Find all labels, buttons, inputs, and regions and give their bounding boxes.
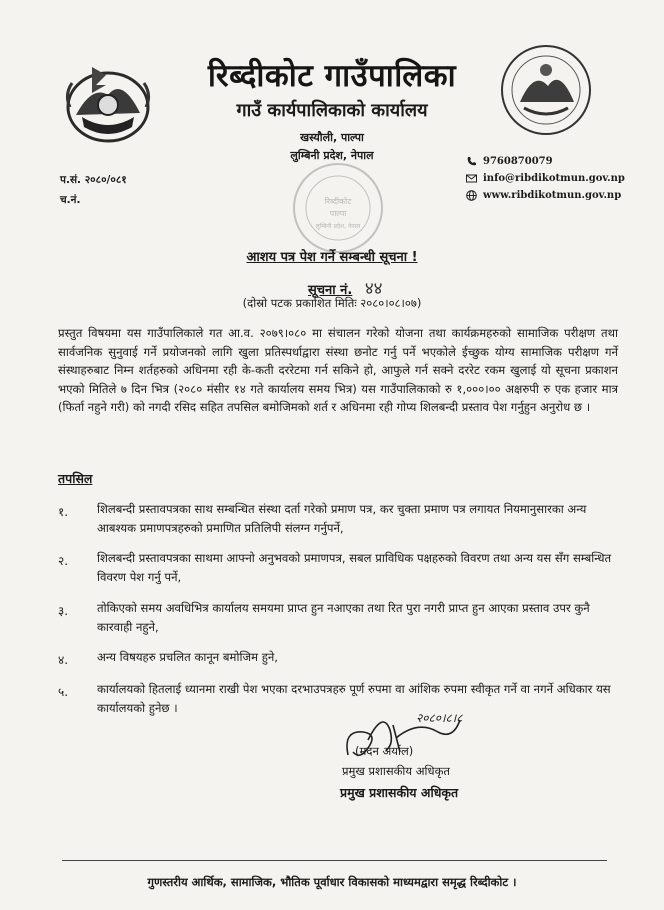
- tapasil-heading: तपसिल: [58, 471, 93, 486]
- handwritten-signature: [338, 700, 468, 770]
- footer-motto: गुणस्तरीय आर्थिक, सामाजिक, भौतिक पूर्वाधार विकासको माध्यमद्वारा समृद्ध रिब्दीकोट ।: [147, 875, 517, 889]
- globe-icon: [466, 190, 477, 201]
- office-subtitle: गाउँ कार्यपालिकाको कार्यालय: [236, 100, 428, 121]
- dispatch-number: च.नं.: [60, 194, 81, 206]
- notice-title: [0, 247, 664, 265]
- list-item: शिलबन्दी प्रस्तावपत्रका साथ सम्बन्धित संस्था दर्ता गरेको प्रमाण पत्र, कर चुक्ता प्रमाण पत्र लगायत नियमानुसारका अन्य आबश्यक प्रमाणपत्रहरुको प्रमाणित प्रतिलिपी संलग्न गर्नुपर्ने,: [97, 502, 587, 535]
- stamp-line-3: लुम्बिनी प्रदेश, नेपाल: [315, 223, 361, 230]
- notice-number-value: ४४: [364, 279, 383, 299]
- signatory-title-stamp: प्रमुख प्रशासकीय अधिकृत: [340, 785, 459, 800]
- address-line-1: खस्यौली, पाल्पा: [300, 131, 364, 144]
- signatory-name: (मदन अर्याल): [355, 744, 414, 758]
- stamp-line-1: रिब्दीकोट: [324, 197, 352, 206]
- office-stamp: [290, 160, 386, 256]
- list-item-number: ३.: [58, 604, 69, 618]
- email-contact: [466, 173, 625, 184]
- footer-divider: [62, 860, 607, 861]
- republish-note: (दोस्रो पटक प्रकाशित मितिः २०८०।०८।०७): [242, 296, 422, 310]
- stamp-line-2: पाल्पा: [329, 209, 347, 218]
- letter-reference-number: प.सं. २०८०/०८१: [60, 174, 127, 186]
- phone-icon: [466, 156, 477, 167]
- list-item-number: १.: [58, 505, 69, 519]
- notice-title-text: आशय पत्र पेश गर्ने सम्बन्धी सूचना !: [246, 250, 418, 265]
- list-item: अन्य विषयहरु प्रचलित कानून बमोजिम हुने,: [97, 650, 278, 664]
- list-item-number: २.: [58, 554, 69, 568]
- signature-date: २०८०।८।८: [416, 711, 463, 725]
- list-item-number: ४.: [58, 653, 69, 667]
- phone-number: 9760870079: [483, 156, 553, 167]
- list-item-number: ५.: [58, 685, 69, 699]
- signatory-title: प्रमुख प्रशासकीय अधिकृत: [342, 764, 450, 778]
- address-line-2: लुम्बिनी प्रदेश, नेपाल: [290, 149, 374, 162]
- website-contact: [466, 190, 621, 201]
- municipality-logo: [496, 40, 596, 140]
- email-address[interactable]: info@ribdikotmun.gov.np: [483, 173, 625, 184]
- email-icon: [466, 173, 477, 184]
- list-item: शिलबन्दी प्रस्तावपत्रका साथमा आफ्नो अनुभवको प्रमाणपत्र, सबल प्राविधिक पक्षहरुको विवरण तथा अन्य यस सँग सम्बन्धित विवरण पेश गर्नु पर्ने,: [97, 551, 612, 584]
- website-url[interactable]: www.ribdikotmun.gov.np: [483, 190, 622, 201]
- list-item: कार्यालयको हितलाई ध्यानमा राखी पेश भएका दरभाउपत्रहरु पूर्ण रुपमा वा आंशिक रुपमा स्वीकृत गर्ने वा नगर्ने अधिकार यस कार्यालयको हुनेछ ।: [97, 682, 611, 715]
- phone-contact: [466, 156, 553, 167]
- list-item: तोकिएको समय अवधिभित्र कार्यालय समयमा प्राप्त हुन नआएका तथा रित पुरा नगरी प्राप्त हुन आएका प्रस्ताव उपर कुनै कारवाही नहुने,: [97, 601, 590, 634]
- office-title: रिब्दीकोट गाउँपालिका: [207, 58, 457, 94]
- notice-body-paragraph: प्रस्तुत विषयमा यस गाउँपालिकाले गत आ.व. २०७९।०८० मा संचालन गरेको योजना तथा कार्यक्रमहरुको सामाजिक परीक्षण तथा सार्वजनिक सुनुवाई गर्ने प्रयोजनको लागि खुला प्रतिस्पर्धाद्वारा संस्था छनोट गर्नु पर्ने भएकोले ईच्छुक योग्य सामाजिक परीक्षण गर्ने संस्थाहरुबाट निम्न शर्तहरुको अधिनमा रही के-कती दररेटमा गर्न सकिने हो, आफुले गर्न सक्ने दररेट रकम खुलाई यो सूचना प्रकाशन भएको मितिले ७ दिन भित्र (२०८० मंसीर १४ गते कार्यालय समय भित्र) यस गाउँपालिकाको रु १,०००।०० अक्षरुपी रु एक हजार मात्र (फिर्ता नहुने गरी) को नगदी रसिद सहित तपसिल बमोजिमको शर्त र अधिनमा रही गोप्य शिलबन्दी प्रस्ताव पेश गर्नुहुन अनुरोध छ ।: [58, 326, 618, 415]
- notice-number-label: सूचना नं.: [308, 283, 353, 298]
